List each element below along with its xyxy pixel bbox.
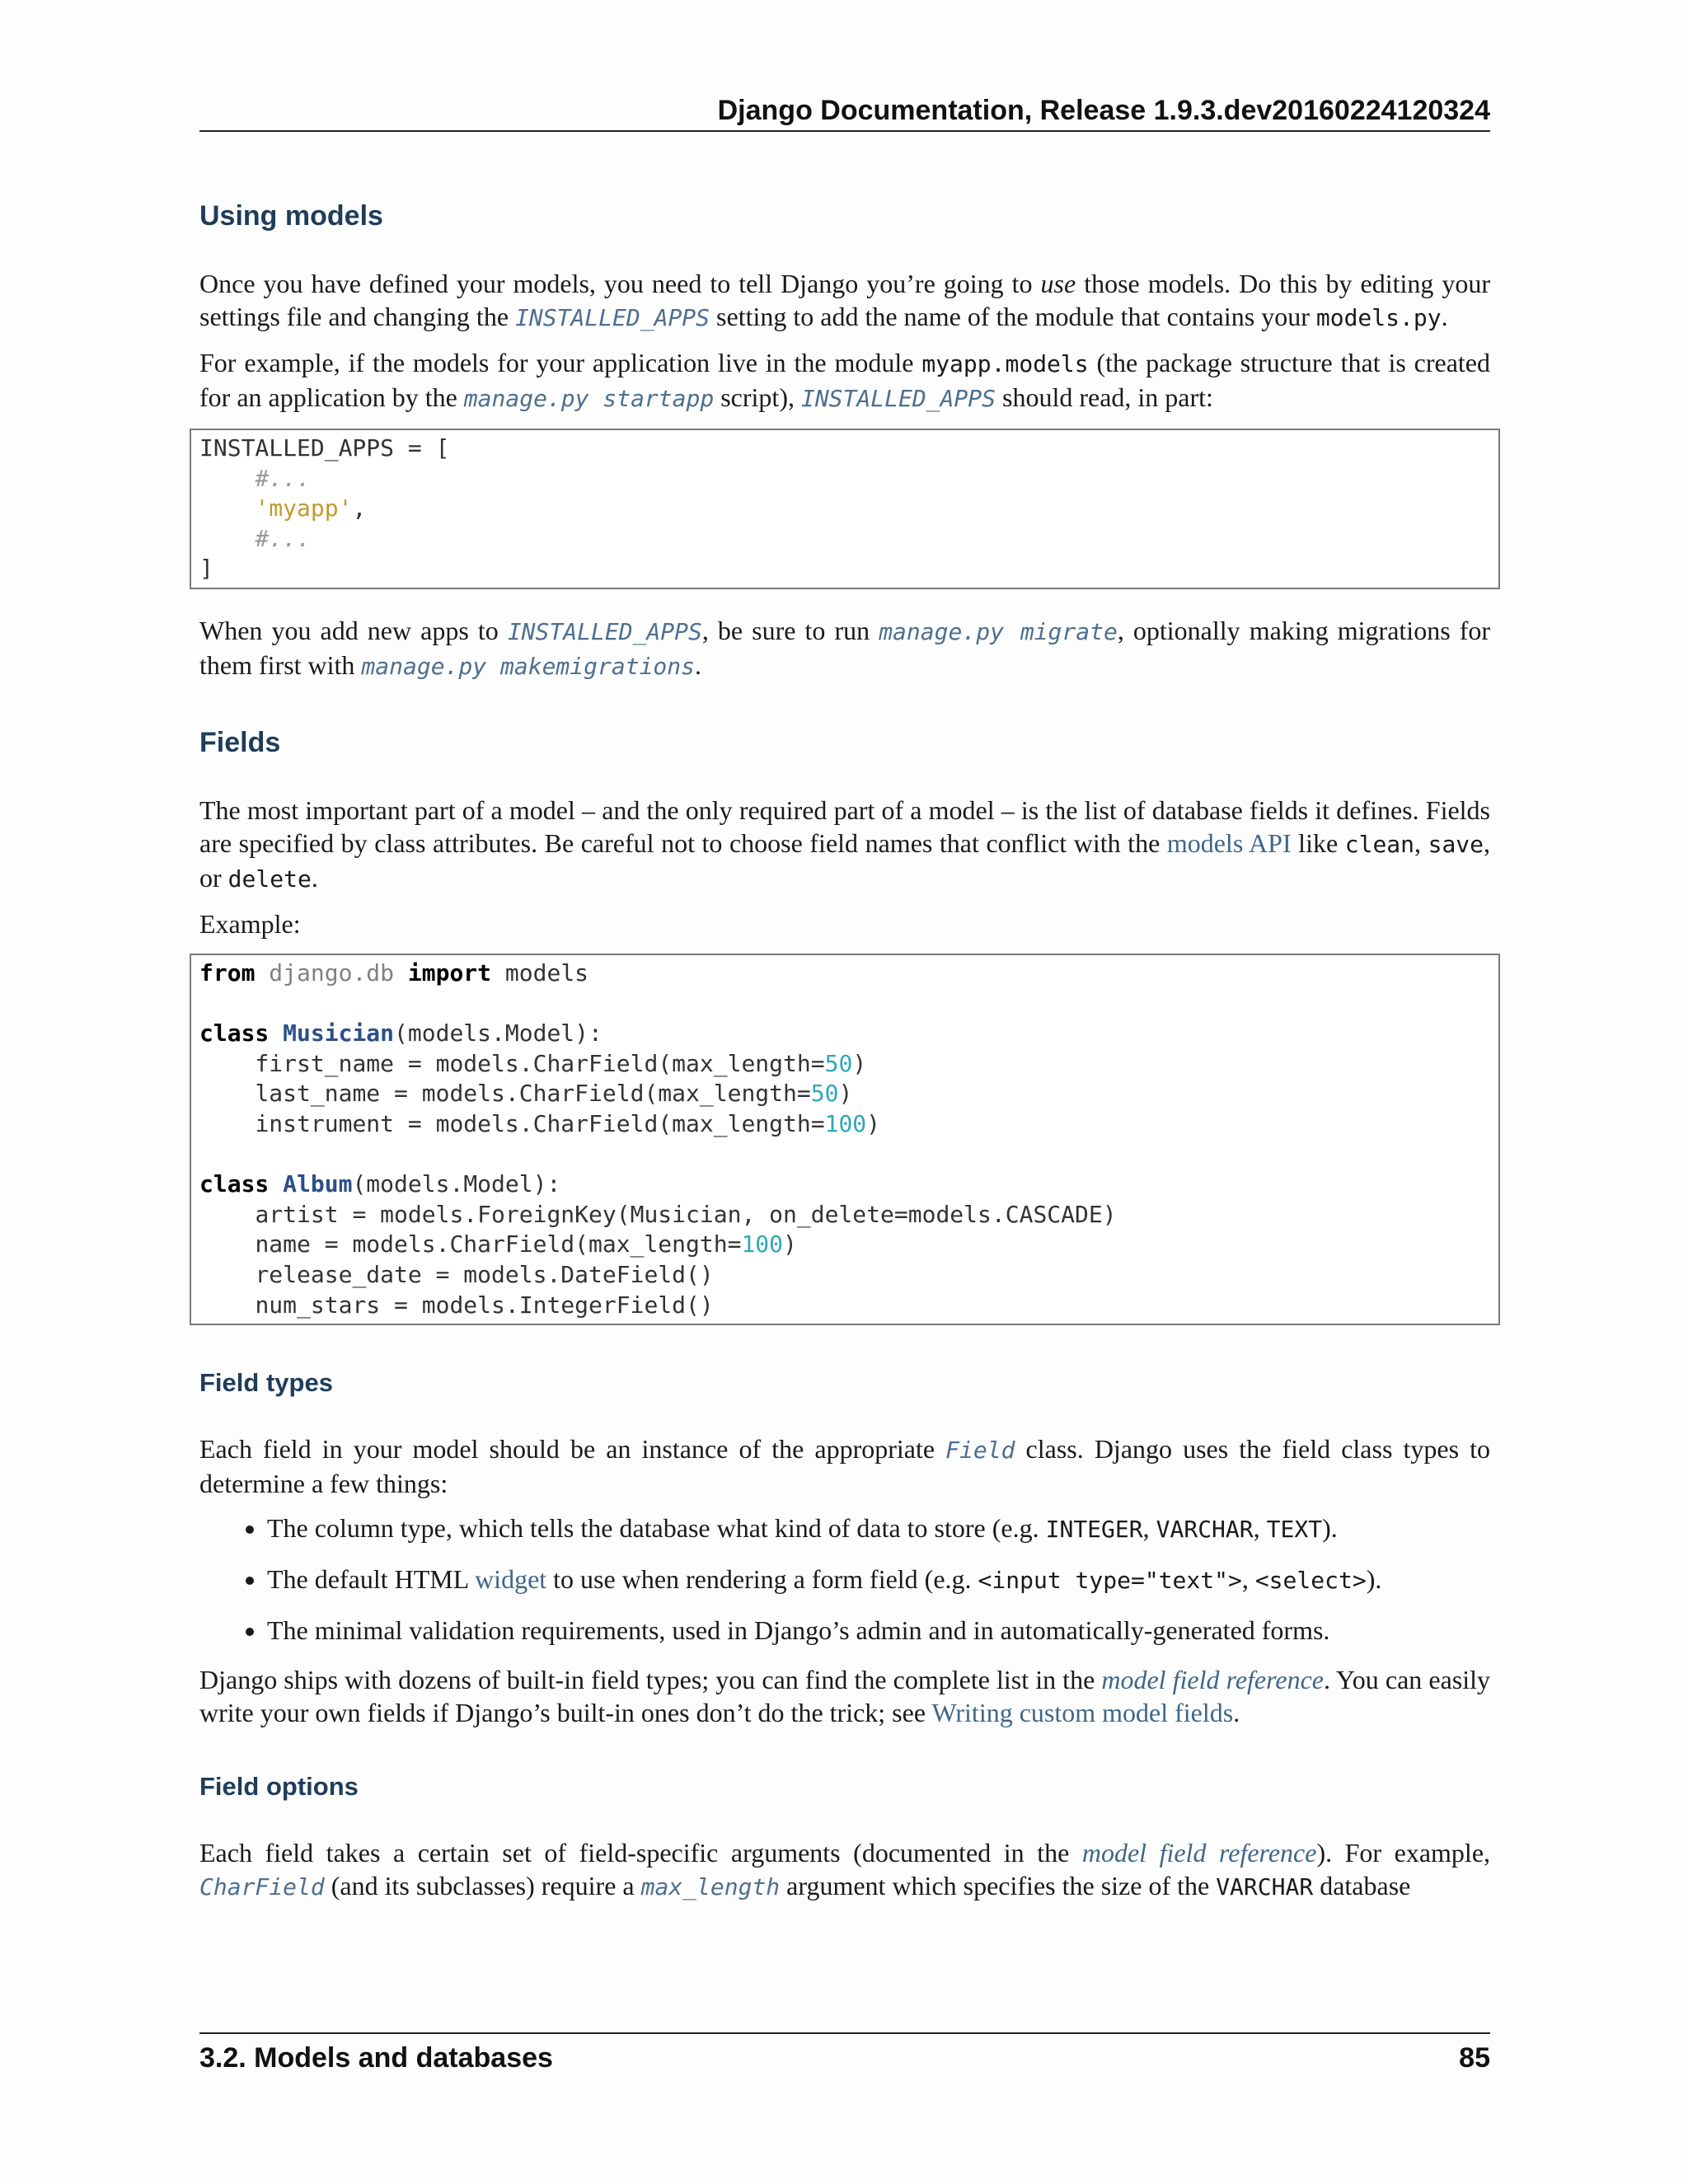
paragraph: For example, if the models for your application live in the module myapp.models (the package structure that is created for an application by the manage.py startapp script), INSTALLED_APPS should read, in part: — [199, 348, 1491, 412]
widget-link[interactable]: widget — [475, 1564, 547, 1595]
migrate-link[interactable]: manage.py migrate — [879, 617, 1118, 645]
custom-model-fields-link[interactable]: Writing custom model fields — [931, 1698, 1234, 1728]
max-length-link[interactable]: max_length — [640, 1873, 781, 1901]
example-label: Example: — [199, 908, 301, 939]
list-item: • The default HTML widget to use when rendering a form field (e.g. <input type="text">, <select>). — [267, 1563, 1490, 1597]
startapp-link[interactable]: manage.py startapp — [463, 385, 715, 412]
code-block-installed-apps: INSTALLED_APPS = [ #... 'myapp', #... ] — [190, 429, 1500, 589]
page-number: 85 — [1459, 2042, 1490, 2074]
running-header: Django Documentation, Release 1.9.3.dev20160224120324 — [717, 95, 1490, 126]
running-footer — [199, 2037, 1490, 2079]
field-type-list — [199, 1511, 1490, 1647]
makemigrations-link[interactable]: manage.py makemigrations — [361, 652, 695, 680]
paragraph: When you add new apps to INSTALLED_APPS, be sure to run manage.py migrate, optionally making migrations for them first with manage.py makemigrations. — [199, 615, 1491, 680]
list-item: • The minimal validation requirements, used in Django’s admin and in automatically-generated forms. — [267, 1614, 1490, 1647]
heading-using-models: Using models — [199, 200, 383, 232]
code-block-models-example: from django.db import models class Musician(models.Model): first_name = models.CharField(max_length=50) last_name = models.CharField(max_length=50) instrument = models.CharField(max_length=100) class Album(models.Model): artist = models.ForeignKey(Musician, on_delete=models.CASCADE) name = models.CharField(max_length=100) release_date = models.DateField() num_stars = models.IntegerField() — [190, 954, 1500, 1325]
field-class-link[interactable]: Field — [945, 1436, 1015, 1465]
charfield-link[interactable]: CharField — [199, 1873, 325, 1901]
paragraph: Each field in your model should be an instance of the appropriate Field class. Django uses the field class types to determine a few things: — [199, 1434, 1490, 1499]
installed-apps-link[interactable]: INSTALLED_APPS — [507, 617, 702, 645]
heading-fields: Fields — [199, 726, 281, 758]
heading-field-types: Field types — [199, 1368, 333, 1398]
model-field-reference-link[interactable]: model field reference — [1101, 1665, 1325, 1695]
footer-section: 3.2. Models and databases — [199, 2042, 553, 2074]
heading-field-options: Field options — [199, 1772, 359, 1802]
footer-rule — [199, 2032, 1490, 2034]
paragraph: Once you have defined your models, you need to tell Django you’re going to use those models. Do this by editing your settings file and changing the INSTALLED_APPS setting to add the name of the module that contains your models.py. — [199, 269, 1491, 331]
list-item: • The column type, which tells the database what kind of data to store (e.g. INTEGER, VARCHAR, TEXT). — [267, 1511, 1490, 1546]
page-content — [199, 191, 1490, 1915]
model-field-reference-link[interactable]: model field reference — [1081, 1838, 1317, 1868]
models-api-link[interactable]: models API — [1166, 827, 1292, 858]
installed-apps-link[interactable]: INSTALLED_APPS — [515, 304, 710, 331]
paragraph: Each field takes a certain set of field-specific arguments (documented in the model field reference). For example, CharField (and its subclasses) require a max_length argument which specifies the size of the VARCHAR database — [199, 1838, 1491, 1901]
paragraph: The most important part of a model – and the only required part of a model – is the list of database fields it defines. Fields are specified by class attributes. Be careful not to choose field names that conflict with the models API like clean, save, or delete. — [199, 794, 1491, 893]
installed-apps-link[interactable]: INSTALLED_APPS — [800, 385, 996, 412]
header-rule — [199, 130, 1490, 132]
paragraph: Django ships with dozens of built-in field types; you can find the complete list in the model field reference. You can easily write your own fields if Django’s built-in ones don’t do the trick; see Writing custom model fields. — [199, 1665, 1491, 1728]
